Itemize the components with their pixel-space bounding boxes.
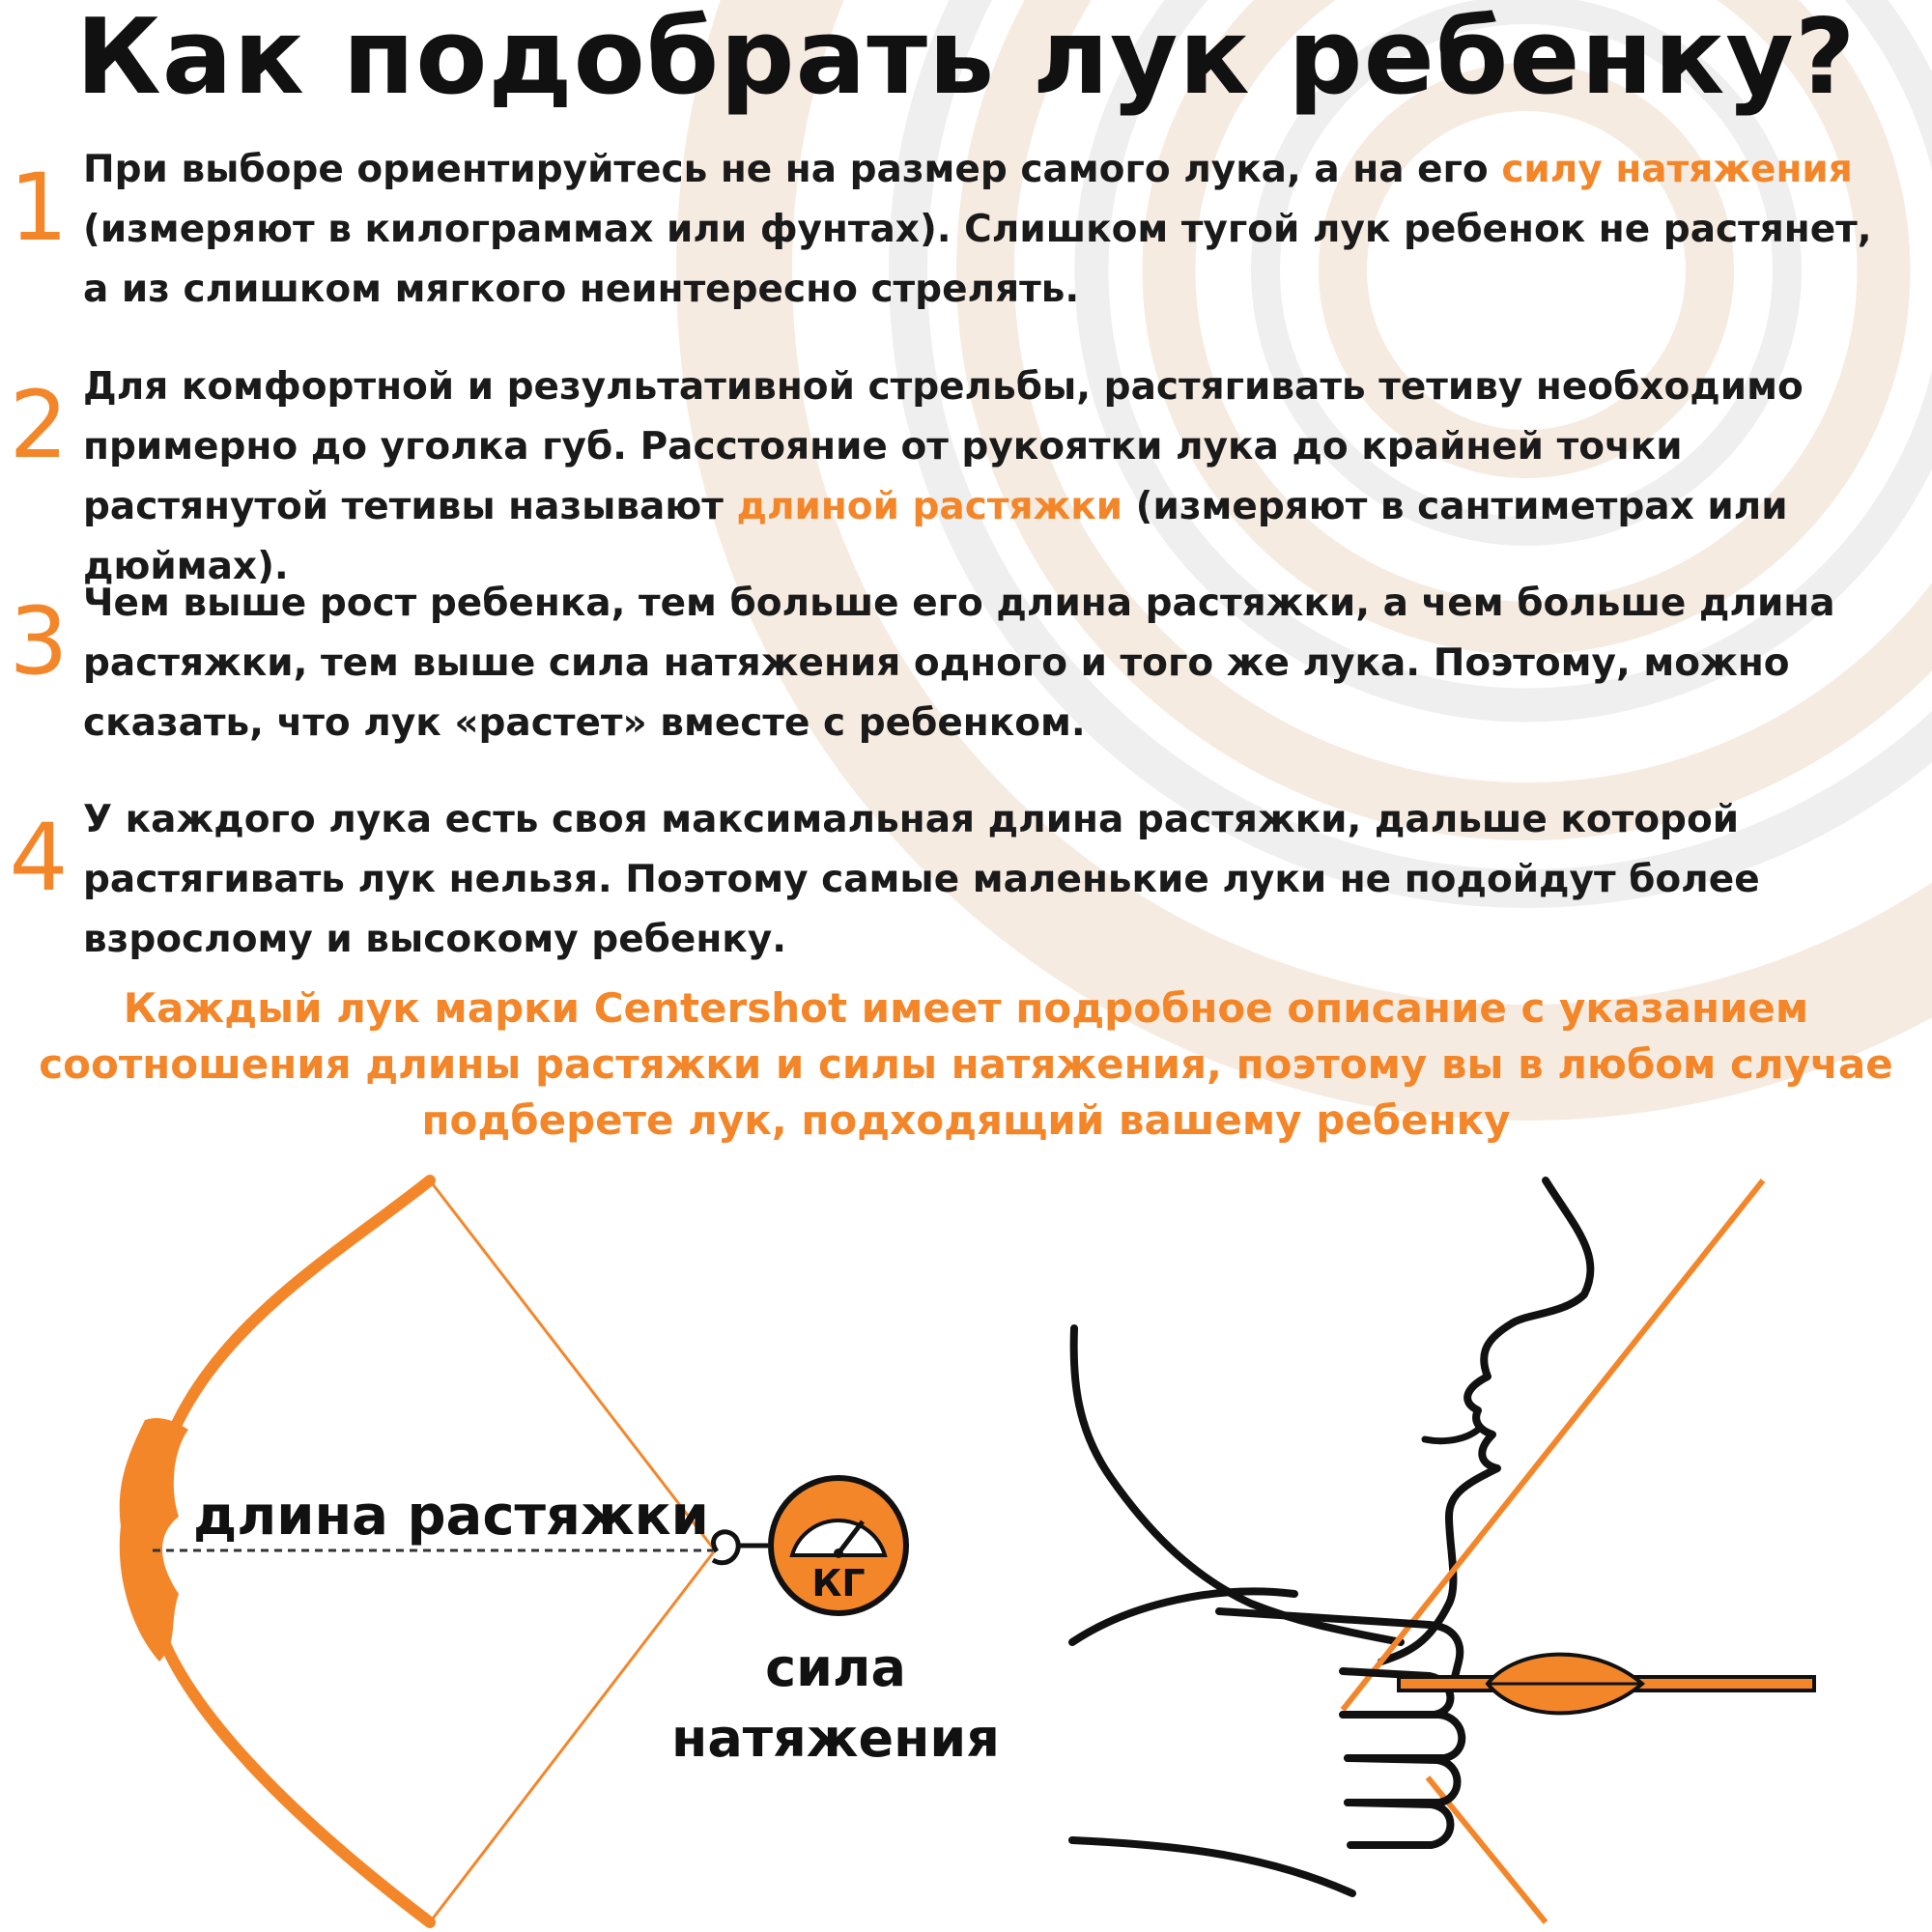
highlight-term: силу натяжения [1501, 148, 1853, 191]
draw-length-label: длина растяжки [193, 1485, 709, 1548]
scale-gauge-icon [713, 1478, 906, 1613]
item-number: 3 [9, 587, 69, 696]
page-title: Как подобрать лук ребенку? [75, 0, 1857, 118]
item-text: Чем выше рост ребенка, тем больше его длина растяжки, а чем больше длина растяжки, тем выше сила натяжения одного и того же лука. Поэтому, можно сказать, что лук «растет» вместе с ребенком. [83, 582, 1835, 745]
item-number: 1 [9, 154, 69, 262]
hand-icon [1219, 1611, 1462, 1845]
highlight-term: длиной растяжки [736, 485, 1123, 528]
item-number: 2 [9, 371, 69, 479]
draw-weight-label-line1: сила [765, 1637, 906, 1698]
summary-text: Каждый лук марки Centershot имеет подробное описание с указанием соотношения длины растяжки и силы натяжения, поэтому вы в любом случае подберете лук, подходящий вашему ребенку [39, 984, 1893, 1144]
item-number: 4 [9, 804, 69, 912]
item-text: При выборе ориентируйтесь не на размер самого лука, а на его силу натяжения (измеряют в килограммах или фунтах). Слишком тугой лук ребенок не растянет, а из слишком мягкого неинтересно стрелять. [83, 148, 1872, 311]
draw-weight-label-line2: натяжения [671, 1708, 1000, 1769]
item-text: Для комфортной и результативной стрельбы, растягивать тетиву необходимо примерно до уголка губ. Расстояние от рукоятки лука до крайней точки растянутой тетивы называют длиной растяжки (измеряют в сантиметрах или дюймах). [83, 365, 1804, 588]
gauge-unit: КГ [811, 1562, 866, 1605]
bow-icon [120, 1180, 715, 1922]
archer-face-icon [1072, 1180, 1590, 1893]
item-text: У каждого лука есть своя максимальная длина растяжки, дальше которой растягивать лук нельзя. Поэтому самые маленькие луки не подойдут более взрослому и высокому ребенку. [83, 798, 1760, 961]
